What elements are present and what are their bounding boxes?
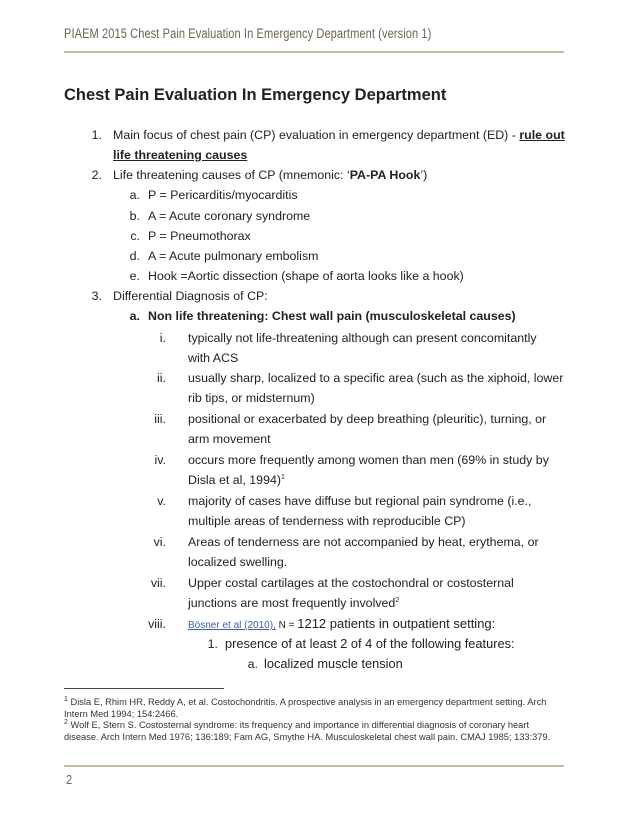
list-number: 3. (91, 289, 102, 303)
footnote (64, 697, 564, 720)
list-item: Hook =Aortic dissection (shape of aorta looks like a hook) (148, 269, 464, 283)
roman-numeral: i. (159, 331, 166, 345)
page-title: Chest Pain Evaluation In Emergency Department (64, 86, 447, 104)
emphasis-text: life threatening causes (113, 148, 248, 162)
list-item (113, 167, 427, 183)
list-item: A = Acute coronary syndrome (148, 209, 311, 223)
footer-rule (64, 765, 564, 767)
list-letter: d. (129, 249, 140, 263)
list-item: presence of at least 2 of 4 of the following features: (225, 636, 515, 651)
list-number: 1. (91, 128, 102, 142)
list-letter: a. (247, 657, 258, 671)
list-number: 2. (91, 168, 102, 182)
list-letter: e. (129, 269, 140, 283)
list-item: Areas of tenderness are not accompanied by heat, erythema, or (188, 535, 539, 549)
running-header: PIAEM 2015 Chest Pain Evaluation In Emergency Department (version 1) (64, 26, 432, 41)
footnote-text: Disla E, Rhim HR, Reddy A, et al. Costochondritis. A prospective analysis in an emergency department setting. Arch Intern Med 1994; 154:2466. (64, 697, 547, 719)
list-item: majority of cases have diffuse but regional pain syndrome (i.e., (188, 494, 532, 508)
roman-numeral: viii. (148, 617, 166, 631)
list-item-text: Life threatening causes of CP (mnemonic: ‘ (113, 168, 350, 182)
footnote-mark: 1 (64, 695, 68, 703)
list-item: Upper costal cartilages at the costochondral or costosternal (188, 576, 514, 590)
list-item: P = Pneumothorax (148, 229, 251, 243)
list-item-text: ’) (420, 168, 428, 182)
roman-numeral: v. (157, 494, 166, 508)
list-item: localized swelling. (188, 555, 288, 569)
footnote-mark: 2 (64, 718, 68, 726)
roman-numeral: iv. (154, 453, 166, 467)
list-letter: c. (130, 229, 140, 243)
n-value: 1212 patients in outpatient setting: (297, 616, 496, 631)
list-item: typically not life-threatening although can present concomitantly (188, 331, 537, 345)
roman-numeral: iii. (154, 412, 166, 426)
header-rule (64, 51, 564, 53)
list-item: A = Acute pulmonary embolism (148, 249, 319, 263)
footnote (64, 720, 564, 743)
footnote-text: Wolf E, Stern S. Costosternal syndrome: its frequency and importance in differential diagnosis of coronary heart disease. Arch Intern Med 1976; 136:189; Fam AG, Smythe HA. Musculoskeletal chest wall pain. CMAJ 1985; 133:379. (64, 720, 551, 742)
list-item: multiple areas of tenderness with reproducible CP) (188, 514, 466, 528)
roman-numeral: ii. (157, 371, 166, 385)
list-item: localized muscle tension (264, 656, 403, 671)
list-number: 1. (207, 637, 218, 651)
list-item: Differential Diagnosis of CP: (113, 289, 268, 303)
footnote-marker: 2 (395, 596, 400, 604)
list-letter: a. (129, 309, 140, 323)
footnote-marker: 1 (280, 473, 285, 481)
list-item: arm movement (188, 432, 271, 446)
n-label: N = (275, 620, 298, 631)
list-item: usually sharp, localized to a specific area (such as the xiphoid, lower (188, 371, 564, 385)
roman-numeral: vii. (150, 576, 166, 590)
roman-numeral: vi. (153, 535, 166, 549)
list-item: P = Pericarditis/myocarditis (148, 188, 298, 202)
citation-link[interactable]: Bösner et al (2010), (188, 620, 276, 631)
list-item: occurs more frequently among women than men (69% in study by (188, 453, 549, 467)
list-item-text: Main focus of chest pain (CP) evaluation in emergency department (ED) - (113, 128, 520, 142)
subheading: Non life threatening: Chest wall pain (musculoskeletal causes) (148, 309, 516, 323)
footnote-separator (64, 688, 224, 689)
list-item (188, 595, 399, 611)
list-item: rib tips, or midsternum) (188, 391, 315, 405)
list-item: with ACS (188, 351, 239, 365)
list-item-text: junctions are most frequently involved (188, 596, 396, 610)
list-item-text: Disla et al, 1994) (188, 473, 281, 487)
list-letter: b. (129, 209, 140, 223)
list-letter: a. (129, 188, 140, 202)
list-item (188, 472, 285, 488)
list-item (113, 127, 565, 143)
list-item: positional or exacerbated by deep breathing (pleuritic), turning, or (188, 412, 547, 426)
emphasis-text: rule out (519, 128, 565, 142)
page-number: 2 (66, 772, 73, 787)
list-item (188, 616, 495, 634)
mnemonic-text: PA-PA Hook (349, 168, 421, 182)
